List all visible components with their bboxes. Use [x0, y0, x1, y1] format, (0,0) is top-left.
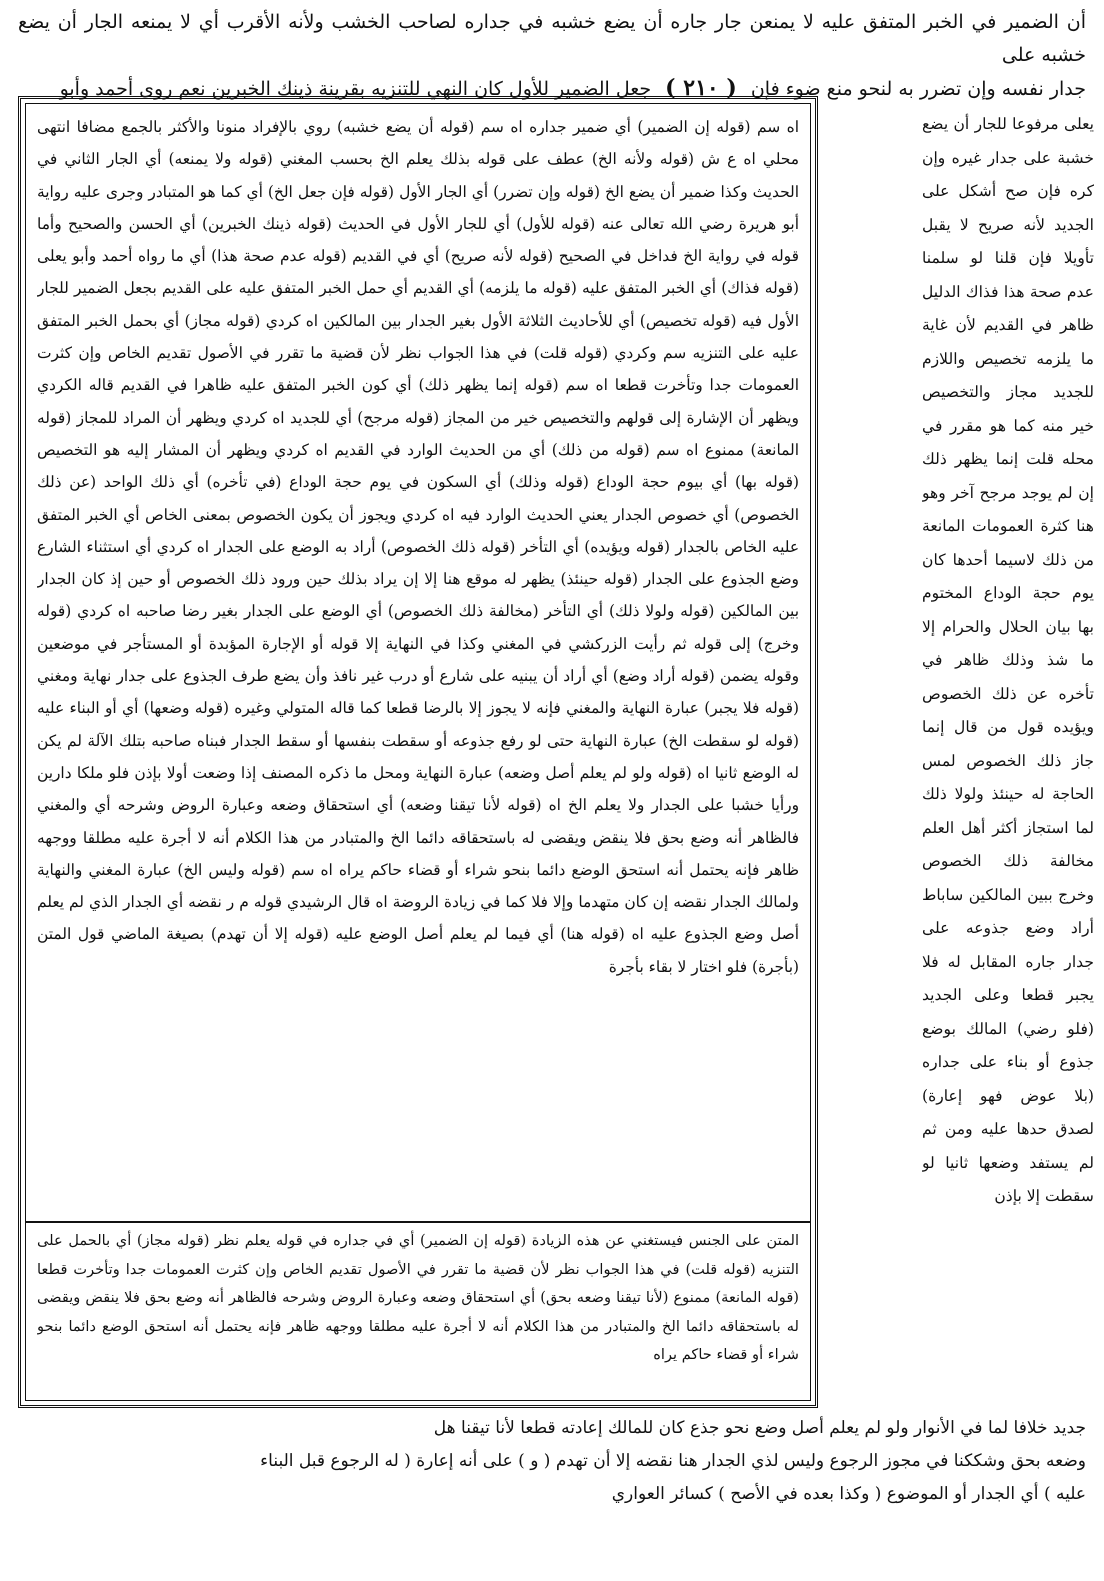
section-divider: [25, 1221, 811, 1223]
matn-bottom-text: [18, 1412, 1086, 1511]
matn-line-start: جدار نفسه وإن تضرر به لنحو منع ضوء فإن: [750, 78, 1086, 100]
hashiya-main-block: [37, 111, 799, 1211]
side-commentary-text: يعلى مرفوعا للجار أن يضع خشبة على جدار غيره وإن كره فإن صح أشكل على الجديد لأنه صريح لا يقبل تأويلا فإن قلنا لو سلمنا عدم صحة هذا فذاك الدليل ظاهر في القديم لأن غاية ما يلزمه تخصيص واللازم للجديد مجاز والتخصيص خير منه كما هو مقرر في محله قلت إنما يظهر ذلك إن لم يوجد مرجح آخر وهو هنا كثرة العمومات المانعة من ذلك لاسيما أحدها كان يوم حجة الوداع المختوم بها بيان الحلال والحرام إلا ما شذ وذلك ظاهر في تأخره عن ذلك الخصوص ويؤيده قول من قال إنما جاز ذلك الخصوص لمس الحاجة له حينئذ ولولا ذلك لما استجاز أكثر أهل العلم مخالفة ذلك الخصوص وخرج ببين المالكين ساباط أراد وضع جذوعه على جدار جاره المقابل له فلا يجبر قطعا وعلى الجديد (فلو رضي) المالك بوضع جذوع أو بناء على جداره (بلا عوض فهو إعارة) لصدق حدها عليه ومن ثم لم يستفد وضعها ثانيا لو سقطت إلا بإذن: [922, 115, 1094, 1205]
matn-line: عليه ) أي الجدار أو الموضوع ( وكذا بعده في الأصح ) كسائر العواري: [611, 1484, 1086, 1504]
side-commentary-column: [922, 108, 1094, 1413]
hashiya-second-block: [37, 1227, 799, 1397]
page-number: ( ٢١٠ ): [665, 75, 737, 101]
hashiya-frame: [18, 96, 818, 1408]
matn-top-text: [18, 6, 1086, 106]
hashiya-main-text: اه سم (قوله إن الضمير) أي ضمير جداره اه سم (قوله أن يضع خشبه) روي بالإفراد منونا والأكثر بالجمع مضافا انتهى محلي اه ع ش (قوله ولأنه الخ) عطف على قوله بذلك يعلم الخ بحسب المغني (قوله ولا يمنعه) أي الجار الثاني في الحديث وكذا ضمير أن يضع الخ (قوله وإن تضرر) أي الجار الأول (قوله فإن جعل الخ) أي كما هو المتبادر وجرى عليه رواية أبو هريرة رضي الله تعالى عنه (قوله للأول) أي للجار الأول في الحديث (قوله ذينك الخبرين) أي الحسن والصحيح وأما قوله في رواية الخ فداخل في الصحيح (قوله لأنه صريح) أي في القديم (قوله عدم صحة هذا) أي ما رواه أحمد وأبو يعلى (قوله فذاك) أي الخبر المتفق عليه (قوله ما يلزمه) أي القديم أي حمل الخبر المتفق عليه على القديم بجعل الضمير للجار الأول فيه (قوله تخصيص) أي للأحاديث الثلاثة الأول بغير الجدار بين المالكين اه كردي (قوله مجاز) أي بحمل الخبر المتفق عليه على التنزيه سم وكردي (قوله قلت) في هذا الجواب نظر لأن قضية ما تقرر في الأصول تقديم الخاص وإن كثرت العمومات جدا وتأخرت قطعا اه سم (قوله إنما يظهر ذلك) أي كون الخبر المتفق عليه ظاهرا في القديم قاله الكردي ويظهر أن الإشارة إلى قولهم والتخصيص خير من المجاز (قوله مرجح) أي للجديد اه كردي ويظهر أن المراد للمجاز (قوله المانعة) ممنوع اه سم (قوله من ذلك) أي من الحديث الوارد في القديم اه كردي ويظهر أن المشار إليه هو التخصيص (قوله بها) أي بيوم حجة الوداع (قوله وذلك) أي السكون في يوم حجة الوداع (في تأخره) أي ذلك الواحد (عن ذلك الخصوص) أي خصوص الجدار يعني الحديث الوارد فيه اه كردي ويجوز أن يكون الخصوص بمعنى الخاص أي الخبر المتفق عليه الخاص بالجدار (قوله ويؤيده) أي التأخر (قوله ذلك الخصوص) أراد به الوضع على الجدار اه كردي أي استثناء الشارع وضع الجذوع على الجدار (قوله حينئذ) يظهر له موقع هنا إلا إن يراد بذلك حين ورود ذلك الخصوص أو حين إذ كان الجدار بين المالكين (قوله ولولا ذلك) أي التأخر (مخالفة ذلك الخصوص) أي الوضع على الجدار بغير رضا صاحبه اه كردي (قوله وخرج) إلى قوله ثم رأيت الزركشي في المغني وكذا في النهاية إلا قوله أو الإجارة المؤبدة أو المستأجر في موضعين وقوله يضمن (قوله أراد وضع) أي أراد أن يبنيه على شارع أو درب غير نافذ وأن يضع طرف الجذوع على جدار نهاية ومغني (قوله فلا يجبر) عبارة النهاية والمغني فإنه لا يجوز إلا بالرضا قطعا كما قاله المتولي وغيره (قوله وضعها) أي أو البناء عليه (قوله لو سقطت الخ) عبارة النهاية حتى لو رفع جذوعه أو سقطت بنفسها أو سقط الجدار فبناه صاحبه بتلك الآلة لم يكن له الوضع ثانيا اه (قوله ولو لم يعلم أصل وضعه) عبارة النهاية ومحل ما ذكره المصنف إذا وضعت أولا بإذن فلو ملكا دارين ورأيا خشبا على الجدار ولا يعلم الخ اه (قوله لأنا تيقنا وضعه) أي استحقاق وضعه وعبارة الروض وشرحه أي والمغني فالظاهر أنه وضع بحق فلا ينقض ويقضى له باستحقاقه دائما الخ والمتبادر من هذا الكلام أنه لا أجرة عليه مطلقا ووجهه ظاهر فإنه يحتمل أنه استحق الوضع دائما بنحو شراء أو قضاء حاكم يراه اه سم (قوله وليس الخ) عبارة المغني والنهاية ولمالك الجدار نقضه إن كان متهدما وإلا فلا كما في زيادة الروضة اه قال الرشيدي قوله م ر نقضه أي الجدار الذي لم يعلم أصل وضع الجذوع عليه اه (قوله هنا) أي فيما لم يعلم أصل الوضع عليه (قوله إلا أن تهدم) بصيغة الماضي قول المتن (بأجرة) فلو اختار لا بقاء بأجرة: [37, 118, 799, 976]
matn-line: أن الضمير في الخبر المتفق عليه لا يمنعن جار جاره أن يضع خشبه في جداره لصاحب الخشب ولأنه الأقرب أي لا يمنعه الجار أن يضع خشبه على: [18, 11, 1086, 66]
matn-line: جديد خلافا لما في الأنوار ولو لم يعلم أصل وضع نحو جذع كان للمالك إعادته قطعا لأنا تيقنا هل: [433, 1418, 1086, 1438]
matn-line-end: جعل الضمير للأول كان النهي للتنزيه بقرينة ذينك الخبرين نعم روى أحمد وأبو: [59, 78, 652, 100]
matn-line: وضعه بحق وشككنا في مجوز الرجوع وليس لذي الجدار هنا نقضه إلا أن تهدم ( و ) على أنه إعارة ( له الرجوع قبل البناء: [260, 1451, 1086, 1471]
hashiya-second-text: المتن على الجنس فيستغني عن هذه الزيادة (قوله إن الضمير) أي في جداره في قوله يعلم نظر (قوله مجاز) أي بالحمل على التنزيه (قوله قلت) في هذا الجواب نظر لأن قضية ما تقرر في الأصول تقديم الخاص وإن كثرت العمومات جدا وتأخرت قطعا (قوله المانعة) ممنوع (لأنا تيقنا وضعه بحق) أي استحقاق وضعه وعبارة الروض وشرحه فالظاهر أنه وضع بحق فلا ينقض ويقضى له باستحقاقه دائما الخ والمتبادر من هذا الكلام أنه لا أجرة عليه مطلقا ووجهه ظاهر فإنه يحتمل أنه استحق الوضع دائما بنحو شراء أو قضاء حاكم يراه: [37, 1232, 799, 1364]
